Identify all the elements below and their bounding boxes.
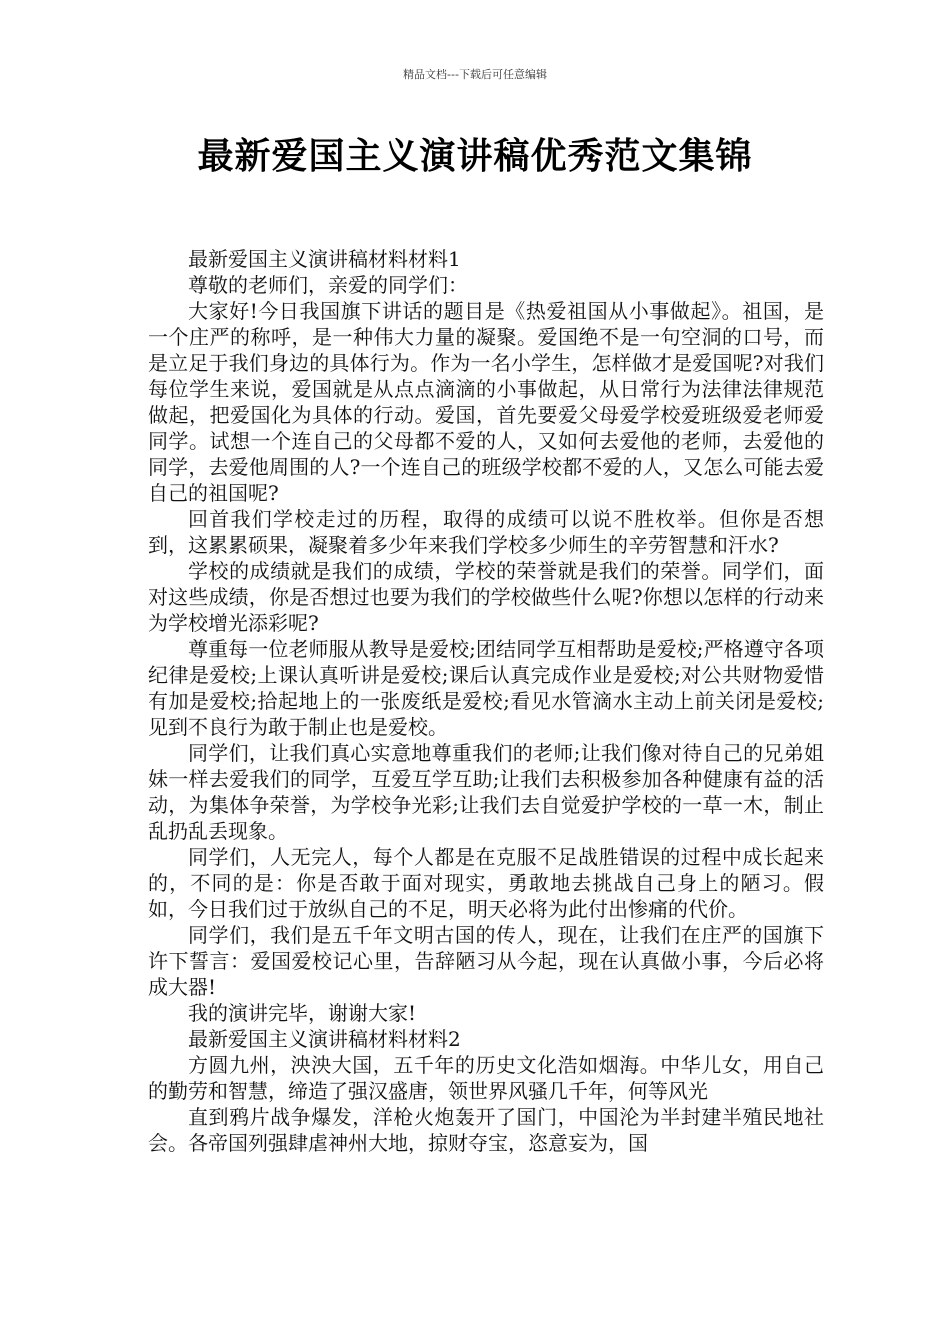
paragraph: 同学们，我们是五千年文明古国的传人，现在，让我们在庄严的国旗下许下誓言：爱国爱校记心里，告辞陋习从今起，现在认真做小事，今后必将成大器! — [148, 923, 824, 999]
paragraph: 方圆九州，泱泱大国，五千年的历史文化浩如烟海。中华儿女，用自己的勤劳和智慧，缔造了强汉盛唐，领世界风骚几千年，何等风光 — [148, 1053, 824, 1103]
closing-line: 我的演讲完毕，谢谢大家! — [188, 1001, 417, 1025]
document-title: 最新爱国主义演讲稿优秀范文集锦 — [197, 136, 753, 177]
paragraph: 回首我们学校走过的历程，取得的成绩可以说不胜枚举。但你是否想到，这累累硕果，凝聚着多少年来我们学校多少师生的辛劳智慧和汗水? — [148, 507, 824, 557]
paragraph: 学校的成绩就是我们的成绩，学校的荣誉就是我们的荣誉。同学们，面对这些成绩，你是否想过也要为我们的学校做些什么呢?你想以怎样的行动来为学校增光添彩呢? — [148, 559, 824, 635]
paragraph: 同学们，人无完人，每个人都是在克服不足战胜错误的过程中成长起来的，不同的是：你是否敢于面对现实，勇敢地去挑战自己身上的陋习。假如，今日我们过于放纵自己的不足，明天必将为此付出惨痛的代价。 — [148, 845, 824, 921]
paragraph: 大家好!今日我国旗下讲话的题目是《热爱祖国从小事做起》。祖国，是一个庄严的称呼，是一种伟大力量的凝聚。爱国绝不是一句空洞的口号，而是立足于我们身边的具体行为。作为一名小学生，怎样做才是爱国呢?对我们每位学生来说，爱国就是从点点滴滴的小事做起，从日常行为法律法律规范做起，把爱国化为具体的行动。爱国，首先要爱父母爱学校爱班级爱老师爱同学。试想一个连自己的父母都不爱的人，又如何去爱他的老师，去爱他的同学，去爱他周围的人?一个连自己的班级学校都不爱的人，又怎么可能去爱自己的祖国呢? — [148, 299, 824, 505]
paragraph: 尊重每一位老师服从教导是爱校;团结同学互相帮助是爱校;严格遵守各项纪律是爱校;上课认真听讲是爱校;课后认真完成作业是爱校;对公共财物爱惜有加是爱校;拾起地上的一张废纸是爱校;看见水管滴水主动上前关闭是爱校;见到不良行为敢于制止也是爱校。 — [148, 637, 824, 739]
paragraph: 同学们，让我们真心实意地尊重我们的老师;让我们像对待自己的兄弟姐妹一样去爱我们的同学，互爱互学互助;让我们去积极参加各种健康有益的活动，为集体争荣誉，为学校争光彩;让我们去自觉爱护学校的一草一木，制止乱扔乱丢现象。 — [148, 741, 824, 843]
paragraph: 直到鸦片战争爆发，洋枪火炮轰开了国门，中国沦为半封建半殖民地社会。各帝国列强肆虐神州大地，掠财夺宝，恣意妄为，国 — [148, 1105, 824, 1155]
section-heading: 最新爱国主义演讲稿材料材料2 — [188, 1027, 461, 1051]
header-note: 精品文档---下载后可任意编辑 — [403, 68, 547, 81]
salutation: 尊敬的老师们，亲爱的同学们： — [188, 273, 468, 297]
document-body — [148, 246, 824, 1156]
section-heading: 最新爱国主义演讲稿材料材料1 — [188, 247, 461, 271]
